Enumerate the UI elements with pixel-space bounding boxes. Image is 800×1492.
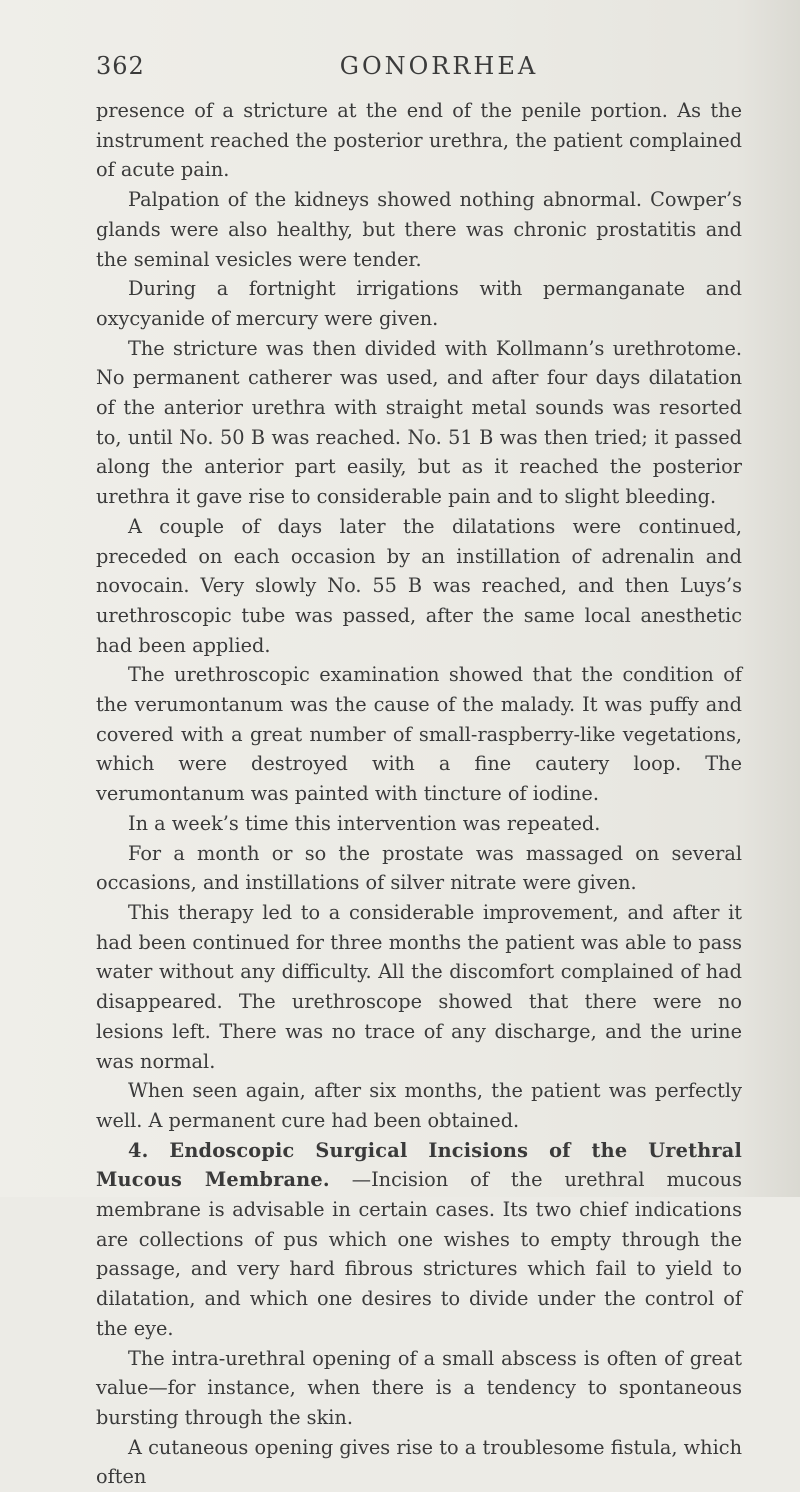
paragraph: For a month or so the prostate was massaged on several occasions, and instillations of silver nitrate were given. [96,841,742,895]
paragraph: The urethroscopic examination showed that the condition of the verumontanum was the cause of the malady. It was puffy and covered with a great number of small-raspberry-like vegetations, which were destroyed with a fine cautery loop. The verumontanum was painted with tincture of iodine. [96,663,742,806]
section-text: —Incision of the urethral mucous membrane is advisable in certain cases. Its two chief indications are collections of pus which one wishes to empty through the passage, and very hard fibrous strictures which fail to yield to dilatation, and which one desires to divide under the control of the eye. [96,1168,742,1340]
section-paragraph [96,1136,742,1344]
paragraph: A couple of days later the dilatations were continued, preceded on each occasion by an instillation of adrenalin and novocain. Very slowly No. 55 B was reached, and then Luys’s urethroscopic tube was passed, after the same local anesthetic had been applied. [96,514,742,657]
page-number: 362 [96,52,145,80]
paragraph: In a week’s time this intervention was repeated. [128,811,601,835]
paragraph: When seen again, after six months, the patient was perfectly well. A permanent cure had been obtained. [96,1079,742,1132]
paragraph: This therapy led to a considerable improvement, and after it had been continued for three months the patient was able to pass water without any difficulty. All the discomfort complained of had disappeared. The urethroscope showed that there were no lesions left. There was no trace of any discharge, and the urine was normal. [96,900,742,1073]
paragraph: During a fortnight irrigations with permanganate and oxycyanide of mercury were given. [96,277,742,330]
paragraph: The intra-urethral opening of a small abscess is often of great value—for instance, when there is a tendency to spontaneous bursting through the skin. [96,1346,742,1429]
paragraph: A cutaneous opening gives rise to a troublesome fistula, which often [96,1435,742,1489]
body-text [96,96,742,1492]
running-title: GONORRHEA [339,52,539,80]
paragraph: Palpation of the kidneys showed nothing abnormal. Cowper’s glands were also healthy, but there was chronic prostatitis and the seminal vesicles were tender. [96,188,742,271]
page-header [96,52,742,86]
paragraph: presence of a stricture at the end of the penile portion. As the instrument reached the posterior urethra, the patient complained of acute pain. [96,99,742,182]
paragraph: The stricture was then divided with Kollmann’s urethrotome. No permanent catherer was used, and after four days dilatation of the anterior urethra with straight metal sounds was resorted to, until No. 50 B was reached. No. 51 B was then tried; it passed along the anterior part easily, but as it reached the posterior urethra it gave rise to considerable pain and to slight bleeding. [96,336,742,509]
section-heading: 4. Endoscopic Surgical Incisions of the Urethral Mucous Membrane. [96,1138,742,1192]
